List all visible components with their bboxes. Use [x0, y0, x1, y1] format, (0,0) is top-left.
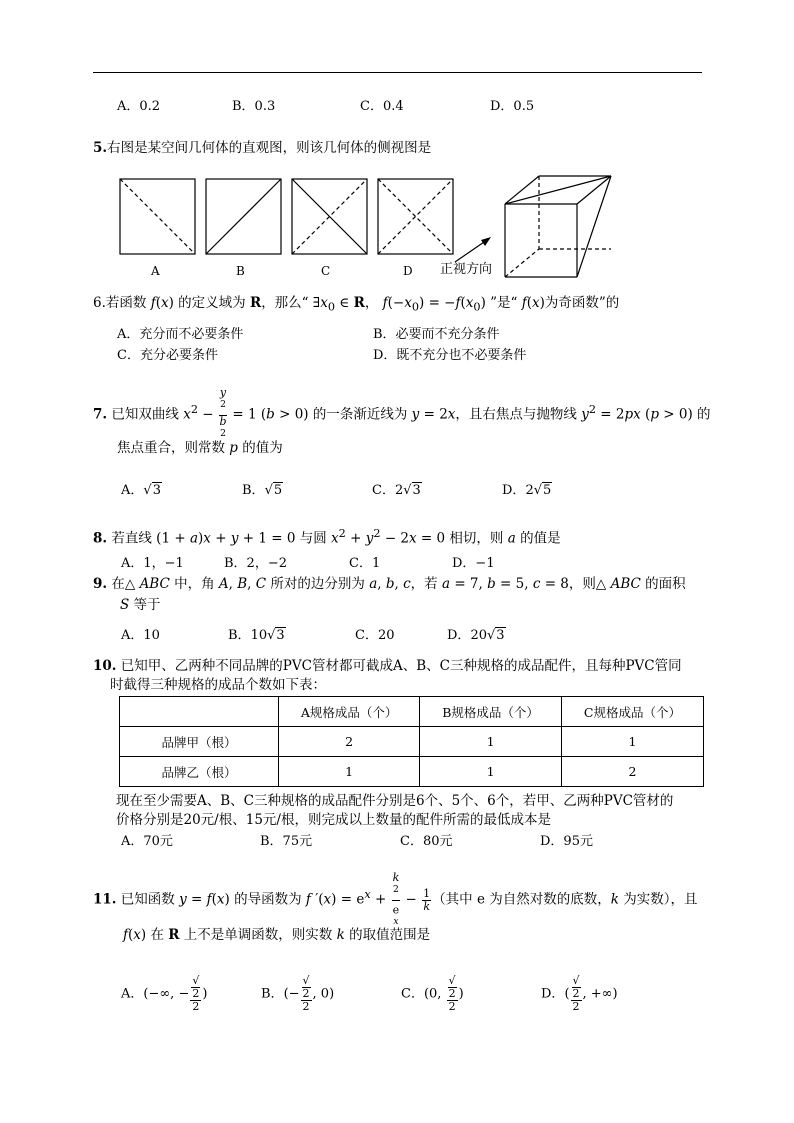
q5-text: 右图是某空间几何体的直观图，则该几何体的侧视图是	[107, 140, 432, 156]
table-cell: 品牌乙（根）	[120, 757, 279, 787]
q8-number: 8.	[93, 530, 108, 547]
q7-option-c[interactable]: C．2√3	[372, 483, 421, 498]
q11-option-a[interactable]: A．(−∞, − √ 2 2 )	[121, 974, 208, 1013]
q8-option-d[interactable]: D．−1	[452, 556, 495, 571]
q10-line3: 现在至少需要A、B、C三种规格的成品配件分别是6个、5个、6个，若甲、乙两种PVC管材的	[116, 793, 674, 809]
table-row	[120, 757, 704, 787]
q5-view-direction-label: 正视方向	[440, 262, 493, 277]
table-cell: 1	[420, 757, 562, 787]
q7-option-a[interactable]: A．√3	[121, 483, 161, 498]
table-header-cell: A规格成品（个）	[279, 697, 420, 727]
header-rule	[93, 72, 702, 73]
q5-label-c: C	[321, 264, 331, 278]
q7-option-d[interactable]: D．2√5	[502, 483, 552, 498]
q6-option-d[interactable]: D．既不充分也不必要条件	[373, 348, 527, 363]
q9-line2: S 等于	[120, 597, 161, 613]
table-row	[120, 727, 704, 757]
q11-option-d[interactable]: D．( √ 2 2 , +∞)	[541, 974, 618, 1013]
q10-line4: 价格分别是20元/根、15元/根，则完成以上数量的配件所需的最低成本是	[116, 812, 551, 828]
q10-line2: 时截得三种规格的成品个数如下表：	[110, 677, 326, 693]
q10-option-a[interactable]: A．70元	[121, 834, 173, 849]
q4-option-c[interactable]: C．0.4	[360, 99, 404, 114]
question-5	[93, 139, 431, 157]
q4-option-b[interactable]: B．0.3	[232, 99, 276, 114]
question-9: 9. 在△ ABC 中，角 A, B, C 所对的边分别为 a, b, c，若 a = 7, b = 5, c = 8，则△ ABC 的面积	[93, 576, 686, 592]
question-6: 6.若函数 f(x) 的定义域为 R，那么“ $\exists x_0$ ∈ R， $f(-x_0) = -f(x_0)$ ”是“ f(x)为奇函数”的	[93, 295, 620, 314]
q6-option-b[interactable]: B．必要而不充分条件	[373, 327, 500, 342]
q5-label-d: D	[403, 264, 413, 278]
table-cell: 1	[561, 727, 703, 757]
q5-figure	[115, 174, 625, 280]
q6-option-c[interactable]: C．充分必要条件	[117, 348, 218, 363]
q6-number: 6.	[93, 295, 106, 311]
q4-option-a[interactable]: A．0.2	[117, 99, 161, 114]
q4-option-d[interactable]: D．0.5	[490, 99, 535, 114]
q7-line2: 焦点重合，则常数 p 的值为	[117, 440, 283, 456]
q7-option-b[interactable]: B．√5	[242, 483, 283, 498]
q10-spec-table	[119, 696, 704, 787]
q11-line2: f(x) 在 R 上不是单调函数，则实数 k 的取值范围是	[123, 927, 431, 943]
q10-option-d[interactable]: D．95元	[540, 834, 593, 849]
q10-option-c[interactable]: C．80元	[400, 834, 453, 849]
q11-option-b[interactable]: B．(− √ 2 2 , 0)	[261, 974, 335, 1013]
table-cell: 2	[279, 727, 420, 757]
q7-number: 7.	[93, 406, 108, 423]
table-cell: 1	[279, 757, 420, 787]
q9-option-b[interactable]: B．10√3	[228, 628, 285, 643]
question-8: 8. 若直线 (1 + a)x + y + 1 = 0 与圆 $x^2 + y^2 - 2x = 0$ 相切，则 a 的值是	[93, 527, 561, 547]
question-10: 10. 已知甲、乙两种不同品牌的PVC管材都可截成A、B、C三种规格的成品配件，且每种PVC管同	[93, 658, 682, 674]
q9-option-d[interactable]: D．20√3	[447, 628, 505, 643]
table-header-cell	[120, 697, 279, 727]
q9-option-c[interactable]: C．20	[355, 628, 395, 643]
q10-number: 10.	[93, 658, 117, 674]
q9-number: 9.	[93, 576, 108, 592]
question-11: 11. 已知函数 y = f(x) 的导函数为 f $'(x) = e^x$ + k $^2$ e $^x$ − $\frac{1}{k}$ （其中 e 为自然对数的底数，k 为实数），且	[93, 871, 698, 928]
q11-option-c[interactable]: C．(0, √ 2 2 )	[401, 974, 464, 1013]
q10-option-b[interactable]: B．75元	[260, 834, 313, 849]
table-header-cell: C规格成品（个）	[561, 697, 703, 727]
question-7: 7. 已知双曲线 $x^2$ − y $^2$ b $^2$ = 1 (b > 0) 的一条渐近线为 y = 2x，且右焦点与抛物线 $y^2 = 2px$ (p > 0) 的	[93, 386, 711, 439]
q5-solid	[505, 176, 611, 277]
q8-option-a[interactable]: A．1，−1	[121, 556, 184, 571]
q9-option-a[interactable]: A．10	[121, 628, 160, 643]
q8-option-b[interactable]: B．2，−2	[224, 556, 287, 571]
q5-label-b: B	[236, 264, 245, 278]
table-header-row	[120, 697, 704, 727]
table-header-cell: B规格成品（个）	[420, 697, 562, 727]
table-cell: 品牌甲（根）	[120, 727, 279, 757]
q11-number: 11.	[93, 891, 117, 908]
q6-option-a[interactable]: A．充分而不必要条件	[117, 327, 244, 342]
table-cell: 1	[420, 727, 562, 757]
table-cell: 2	[561, 757, 703, 787]
q5-label-a: A	[151, 264, 160, 278]
q8-option-c[interactable]: C．1	[349, 556, 381, 571]
q5-number: 5.	[93, 140, 108, 156]
